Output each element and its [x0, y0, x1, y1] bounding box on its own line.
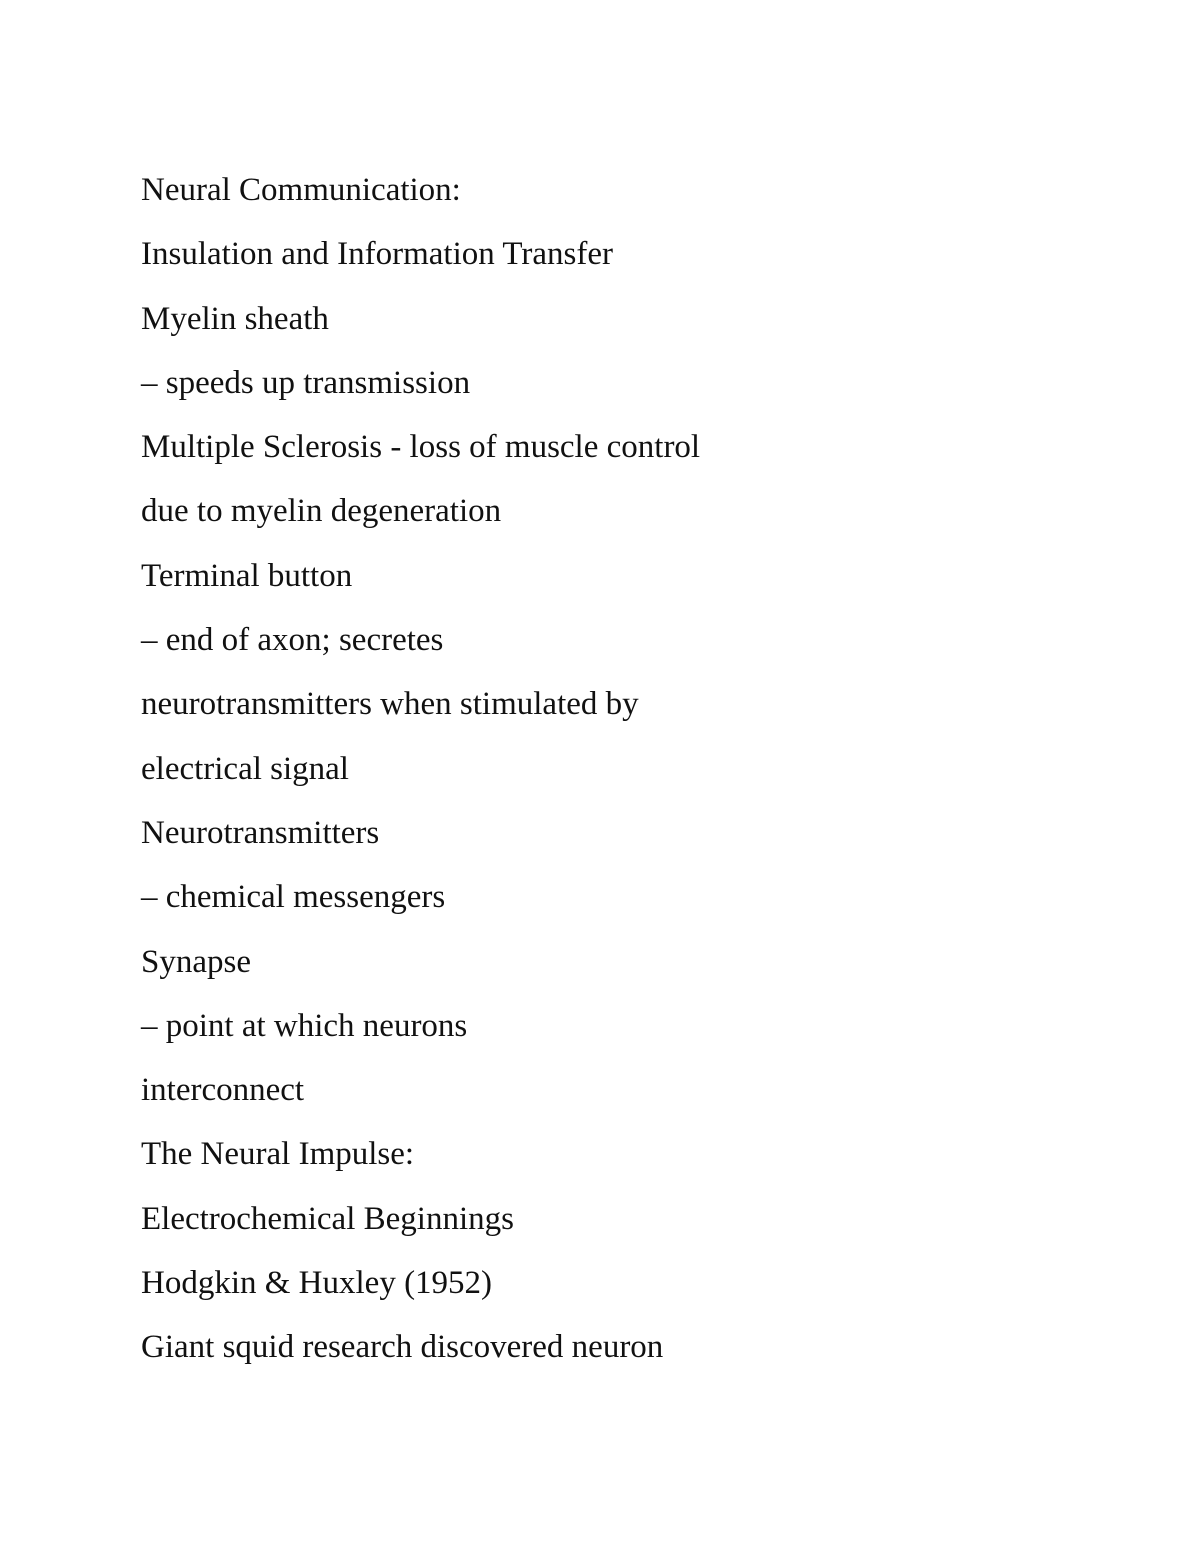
definition-line: – chemical messengers: [141, 879, 446, 916]
text-line: neurotransmitters when stimulated by: [141, 686, 639, 723]
section-heading: Neural Communication:: [141, 172, 461, 208]
section-subheading: Insulation and Information Transfer: [141, 236, 614, 273]
text-line: electrical signal: [141, 750, 349, 787]
text-line: Giant squid research discovered neuron: [141, 1329, 664, 1366]
text-line: interconnect: [141, 1072, 305, 1109]
section-heading: The Neural Impulse:: [141, 1136, 415, 1173]
definition-line: – point at which neurons: [141, 1007, 468, 1044]
document-body: [141, 158, 1121, 1380]
text-line: Hodgkin & Huxley (1952): [141, 1265, 493, 1302]
term-line: Myelin sheath: [141, 300, 329, 337]
definition-line: – end of axon; secretes: [141, 622, 444, 659]
term-line: Neurotransmitters: [141, 814, 380, 851]
term-line: Synapse: [141, 943, 251, 980]
text-line: Multiple Sclerosis - loss of muscle control: [141, 429, 701, 466]
text-line: due to myelin degeneration: [141, 493, 502, 530]
section-subheading: Electrochemical Beginnings: [141, 1200, 514, 1237]
definition-line: – speeds up transmission: [141, 364, 471, 401]
term-line: Terminal button: [141, 557, 353, 594]
